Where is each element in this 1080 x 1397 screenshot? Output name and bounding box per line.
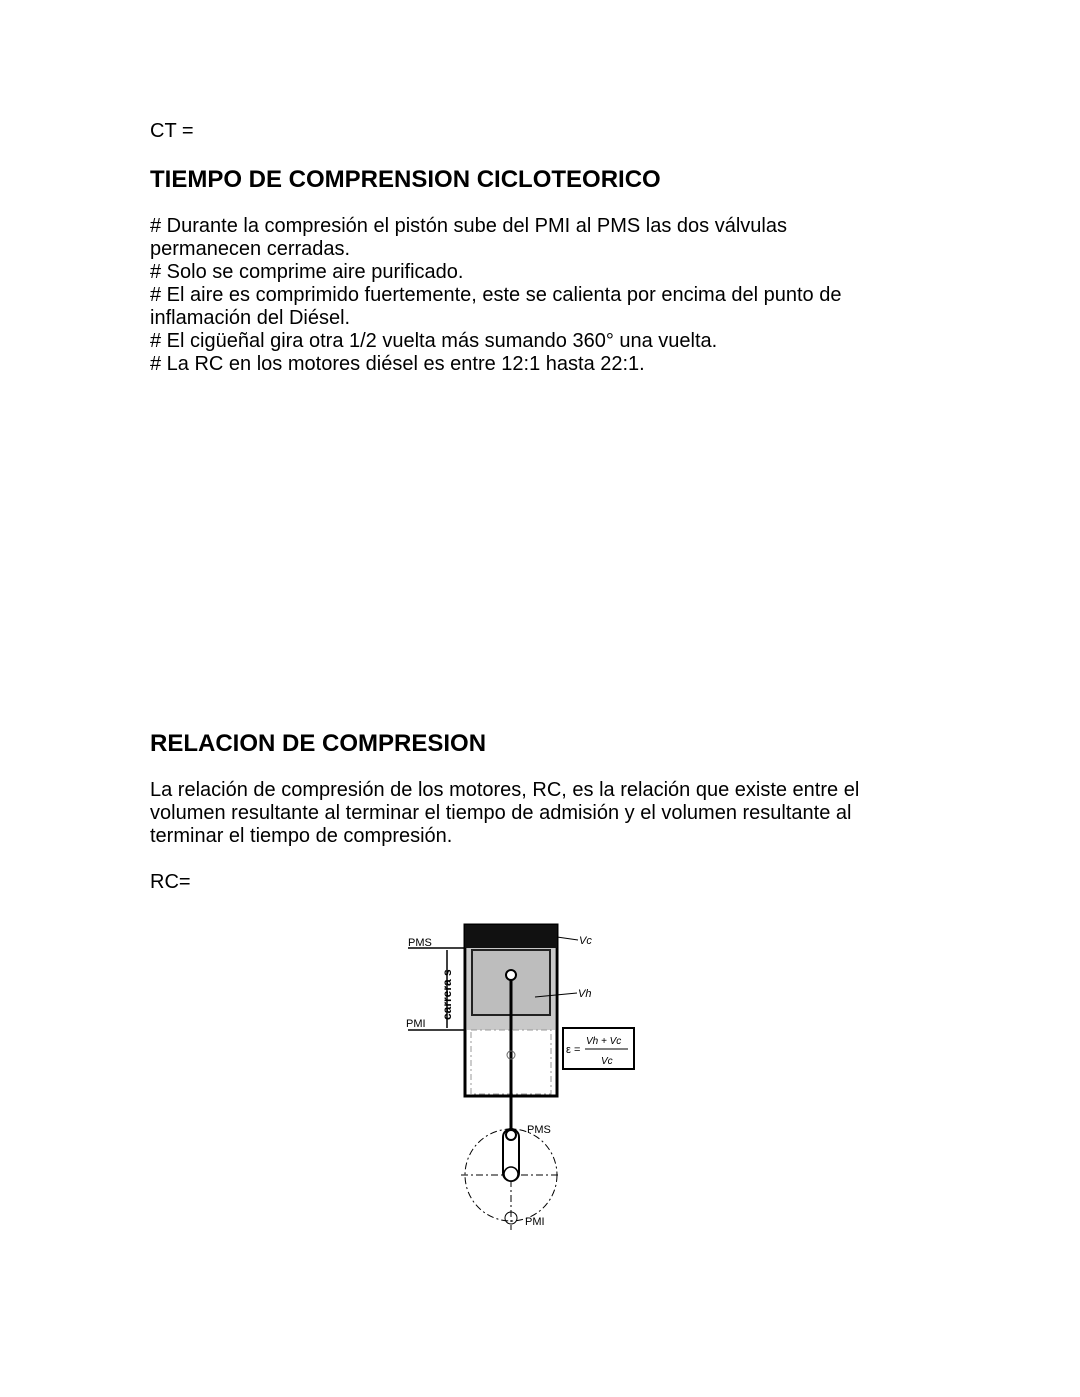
- pmi-label: PMI: [406, 1018, 426, 1030]
- compression-paragraph: [150, 215, 950, 376]
- crank-pmi-label: PMI: [525, 1216, 545, 1228]
- ct-label: CT =: [150, 120, 194, 142]
- section-title-compression-ratio: RELACION DE COMPRESION: [150, 730, 487, 757]
- compression-ratio-paragraph: [150, 779, 950, 848]
- formula-lhs: ε =: [566, 1044, 581, 1056]
- text-line: # Solo se comprime aire purificado.: [150, 261, 464, 283]
- pms-label: PMS: [408, 937, 432, 949]
- rc-label: RC=: [150, 871, 191, 893]
- text-line: # El aire es comprimido fuertemente, este se calienta por encima del punto de: [150, 284, 842, 306]
- section-title-compression: TIEMPO DE COMPRENSION CICLOTEORICO: [150, 166, 661, 193]
- vh-label: Vh: [578, 988, 592, 1000]
- text-line: inflamación del Diésel.: [150, 307, 351, 329]
- text-line: terminar el tiempo de compresión.: [150, 825, 453, 847]
- text-line: # La RC en los motores diésel es entre 12:1 hasta 22:1.: [150, 353, 645, 375]
- formula-denominator: Vc: [601, 1056, 613, 1067]
- text-line: La relación de compresión de los motores, RC, es la relación que existe entre el: [150, 779, 860, 801]
- formula-numerator: Vh + Vc: [586, 1036, 622, 1047]
- text-line: # Durante la compresión el pistón sube del PMI al PMS las dos válvulas: [150, 215, 787, 237]
- stroke-label: carrera s: [440, 969, 454, 1020]
- piston-diagram: [395, 915, 645, 1235]
- vc-label: Vc: [579, 935, 592, 947]
- text-line: volumen resultante al terminar el tiempo de admisión y el volumen resultante al: [150, 802, 852, 824]
- text-line: # El cigüeñal gira otra 1/2 vuelta más sumando 360° una vuelta.: [150, 330, 718, 352]
- combustion-chamber: [465, 925, 557, 948]
- crank-pms-label: PMS: [527, 1124, 551, 1136]
- text-line: permanecen cerradas.: [150, 238, 351, 260]
